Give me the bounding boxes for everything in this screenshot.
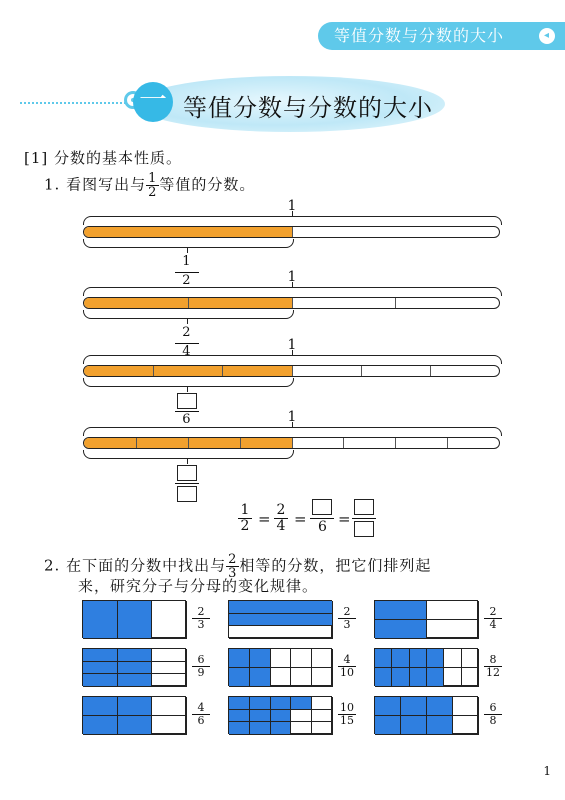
grid-cell — [312, 649, 333, 668]
numerator: 4 — [192, 702, 210, 715]
denominator: 12 — [486, 666, 500, 679]
grid-cell — [83, 649, 118, 662]
numerator: 2 — [484, 606, 502, 619]
grid-cell — [229, 668, 250, 687]
denominator: 2 — [240, 518, 250, 534]
segment-divider — [430, 366, 431, 376]
brace-tip — [187, 386, 188, 392]
grid-cell — [250, 722, 271, 735]
grid-fraction-label — [192, 702, 210, 727]
grid-cell — [152, 674, 187, 687]
equals-sign: = — [294, 510, 307, 528]
answer-box[interactable] — [312, 499, 332, 515]
numerator: 6 — [192, 654, 210, 667]
grid-cell — [271, 649, 292, 668]
grid-cell — [453, 716, 479, 735]
grid-cell — [271, 722, 292, 735]
grid-fraction-label — [192, 654, 210, 679]
grid-cell — [392, 649, 409, 668]
grid-cell — [375, 601, 427, 620]
segment-divider — [292, 227, 293, 237]
segment-divider — [240, 438, 241, 448]
q2-suffix: 相等的分数，把它们排列起 — [239, 556, 432, 575]
numerator: 6 — [484, 702, 502, 715]
q1-prefix: 1. 看图写出与 — [44, 175, 147, 194]
top-brace — [83, 216, 502, 225]
segment-divider — [136, 438, 137, 448]
segment-divider — [188, 298, 189, 308]
grid-cell — [291, 710, 312, 723]
answer-box[interactable] — [177, 393, 197, 409]
fraction-line — [352, 518, 376, 519]
grid-cell — [312, 722, 333, 735]
section-label: [1] 分数的基本性质。 — [24, 149, 183, 167]
grid-cell — [444, 668, 461, 687]
denominator: 2 — [182, 273, 191, 288]
brace-tip — [292, 211, 293, 217]
segment-divider — [292, 438, 293, 448]
fraction-line — [175, 483, 199, 484]
chapter-banner — [318, 22, 565, 50]
segment-divider — [395, 438, 396, 448]
grid-cell — [152, 716, 187, 735]
grid-cell — [271, 710, 292, 723]
denominator: 6 — [182, 412, 191, 427]
answer-box[interactable] — [354, 521, 374, 537]
grid-cell — [453, 697, 479, 716]
grid-cell — [250, 710, 271, 723]
grid-cell — [271, 697, 292, 710]
bottom-brace — [83, 450, 294, 459]
denominator: 3 — [343, 618, 351, 631]
grid-cell — [312, 697, 333, 710]
denominator: 8 — [489, 714, 497, 727]
grid-cell — [118, 674, 153, 687]
whole-label: 1 — [287, 337, 297, 353]
fraction-grid — [374, 696, 478, 734]
top-brace — [83, 287, 502, 296]
grid-cell — [427, 668, 444, 687]
grid-cell — [118, 716, 153, 735]
numerator: 4 — [338, 654, 356, 667]
numerator: 1 — [148, 171, 158, 186]
brace-tip — [292, 350, 293, 356]
numerator: 8 — [484, 654, 502, 667]
grid-cell — [427, 601, 479, 620]
grid-cell — [229, 649, 250, 668]
q2-prompt-line2: 来，研究分子与分母的变化规律。 — [78, 577, 319, 595]
grid-cell — [229, 697, 250, 710]
grid-fraction-label — [338, 654, 356, 679]
grid-cell — [291, 697, 312, 710]
segment-divider — [222, 366, 223, 376]
grid-cell — [427, 649, 444, 668]
grid-cell — [83, 601, 118, 639]
grid-fraction-label — [192, 606, 210, 631]
numerator: 10 — [340, 701, 354, 714]
dotted-line — [20, 102, 130, 104]
grid-cell — [375, 620, 427, 639]
equation — [238, 497, 378, 543]
numerator: 1 — [238, 503, 252, 519]
grid-cell — [118, 662, 153, 675]
whole-label: 1 — [287, 198, 297, 214]
grid-cell — [375, 649, 392, 668]
fraction-grid — [82, 600, 186, 638]
segment-divider — [395, 298, 396, 308]
eq-frac-2 — [274, 503, 288, 534]
grid-cell — [410, 649, 427, 668]
denominator: 4 — [182, 344, 191, 359]
grid-fraction-label — [484, 606, 502, 631]
grid-cell — [118, 697, 153, 716]
denominator: 3 — [197, 618, 205, 631]
segment-divider — [343, 438, 344, 448]
q1-suffix: 等值的分数。 — [159, 175, 256, 194]
segment-divider — [188, 438, 189, 448]
whole-label: 1 — [287, 269, 297, 285]
grid-cell — [392, 668, 409, 687]
fraction-grid — [228, 600, 332, 638]
equals-sign: = — [338, 510, 351, 528]
grid-cell — [410, 668, 427, 687]
grid-cell — [83, 662, 118, 675]
segment-divider — [447, 438, 448, 448]
answer-box[interactable] — [354, 499, 374, 515]
back-arrow-icon[interactable]: ◂ — [539, 28, 555, 44]
brace-tip — [187, 318, 188, 324]
fraction-grid — [82, 696, 186, 734]
grid-cell — [462, 649, 479, 668]
grid-cell — [427, 620, 479, 639]
whole-label: 1 — [287, 409, 297, 425]
banner-text: 等值分数与分数的大小 — [334, 26, 505, 45]
brace-tip — [187, 247, 188, 253]
grid-cell — [271, 668, 292, 687]
segment-divider — [153, 366, 154, 376]
segment-divider — [361, 366, 362, 376]
denominator: 3 — [228, 566, 238, 581]
numerator: 2 — [338, 606, 356, 619]
grid-cell — [427, 716, 453, 735]
fraction-bar — [83, 437, 500, 449]
grid-cell — [229, 626, 333, 639]
top-brace — [83, 427, 502, 436]
brace-tip — [292, 422, 293, 428]
grid-cell — [291, 668, 312, 687]
denominator: 15 — [340, 714, 354, 727]
denominator: 9 — [197, 666, 205, 679]
grid-cell — [83, 716, 118, 735]
fraction-bar — [83, 226, 500, 238]
fraction-bar — [83, 297, 500, 309]
denominator: 4 — [489, 618, 497, 631]
bottom-brace — [83, 378, 294, 387]
grid-cell — [152, 601, 187, 639]
q1-fraction — [146, 172, 159, 199]
grid-fraction-label — [484, 702, 502, 727]
grid-cell — [444, 649, 461, 668]
fraction-grid — [374, 600, 478, 638]
equals-sign: = — [258, 510, 271, 528]
q2-prefix: 2. 在下面的分数中找出与 — [44, 556, 227, 575]
grid-fraction-label — [338, 702, 356, 727]
denominator: 6 — [318, 519, 327, 535]
denominator: 4 — [276, 518, 286, 534]
top-brace — [83, 355, 502, 364]
grid-cell — [118, 601, 153, 639]
numerator: 2 — [192, 606, 210, 619]
numerator: 2 — [182, 325, 191, 340]
fraction-bar — [83, 365, 500, 377]
grid-cell — [401, 697, 427, 716]
grid-cell — [250, 697, 271, 710]
denominator: 10 — [340, 666, 354, 679]
grid-cell — [375, 697, 401, 716]
grid-cell — [250, 668, 271, 687]
grid-cell — [152, 697, 187, 716]
grid-cell — [229, 601, 333, 614]
shaded-part — [84, 366, 292, 376]
segment-divider — [292, 298, 293, 308]
fraction-grid — [228, 696, 332, 734]
answer-box[interactable] — [177, 465, 197, 481]
grid-cell — [152, 662, 187, 675]
numerator: 2 — [274, 503, 288, 519]
grid-cell — [229, 722, 250, 735]
eq-frac-1 — [238, 503, 252, 534]
grid-cell — [291, 722, 312, 735]
segment-divider — [292, 366, 293, 376]
denominator: 2 — [148, 185, 158, 200]
answer-box[interactable] — [177, 486, 197, 502]
grid-fraction-label — [338, 606, 356, 631]
fraction-grid — [374, 648, 478, 686]
grid-cell — [229, 614, 333, 627]
denominator: 6 — [197, 714, 205, 727]
brace-tip — [187, 458, 188, 464]
grid-cell — [375, 716, 401, 735]
grid-cell — [229, 710, 250, 723]
chapter-title: 等值分数与分数的大小 — [183, 94, 433, 122]
grid-cell — [250, 649, 271, 668]
page-number: 1 — [543, 764, 551, 778]
grid-cell — [312, 668, 333, 687]
grid-fraction-label — [484, 654, 502, 679]
fraction-grid — [228, 648, 332, 686]
grid-cell — [427, 697, 453, 716]
q1-prompt — [44, 172, 255, 199]
grid-cell — [462, 668, 479, 687]
shaded-part — [84, 227, 292, 237]
grid-cell — [375, 668, 392, 687]
grid-cell — [83, 697, 118, 716]
grid-cell — [312, 710, 333, 723]
numerator: 2 — [228, 552, 238, 567]
chapter-number: 一 — [133, 82, 173, 122]
fraction-grid — [82, 648, 186, 686]
grid-cell — [83, 674, 118, 687]
bottom-brace — [83, 310, 294, 319]
numerator: 1 — [182, 254, 191, 269]
bottom-brace — [83, 239, 294, 248]
grid-cell — [291, 649, 312, 668]
grid-cell — [118, 649, 153, 662]
brace-tip — [292, 282, 293, 288]
grid-cell — [401, 716, 427, 735]
grid-cell — [152, 649, 187, 662]
